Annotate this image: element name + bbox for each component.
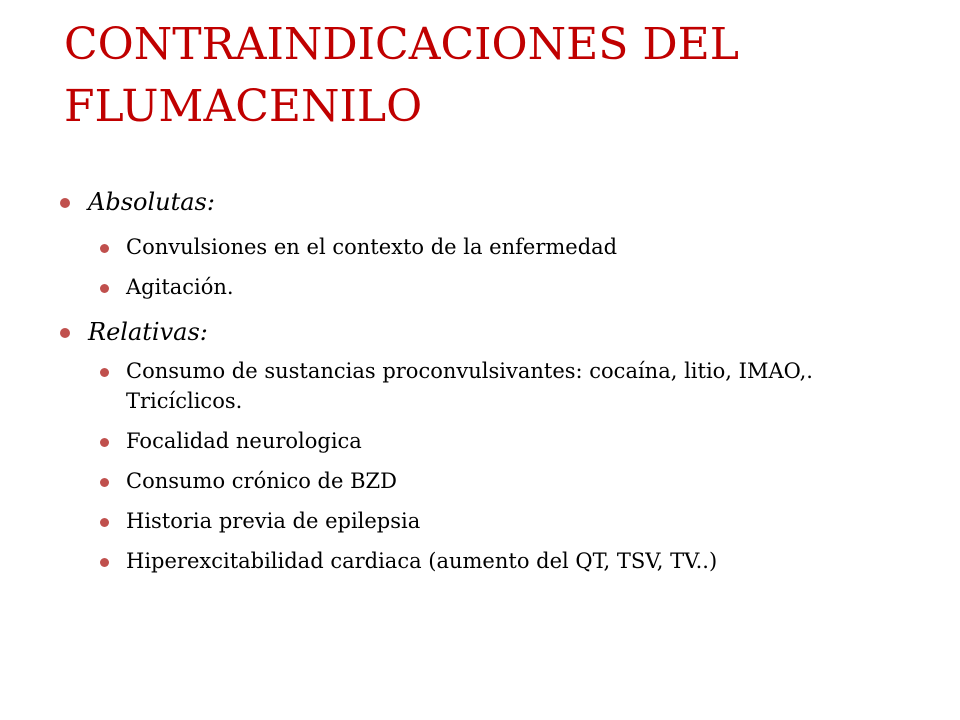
list-item-text: Consumo crónico de BZD [126, 469, 397, 493]
bullet-dot-icon [60, 328, 70, 338]
bullet-absolutas [56, 182, 916, 222]
list-item [56, 272, 916, 302]
slide-content [56, 182, 916, 576]
list-item [56, 426, 916, 456]
list-item-text: Historia previa de epilepsia [126, 509, 421, 533]
title-line-1: CONTRAINDICACIONES DEL [64, 19, 739, 70]
bullet-dot-icon [100, 518, 109, 527]
section-heading: Relativas: [88, 318, 208, 346]
title-line-2: FLUMACENILO [64, 81, 423, 132]
bullet-dot-icon [100, 244, 109, 253]
bullet-dot-icon [100, 438, 109, 447]
list-item-text: Agitación. [126, 275, 234, 299]
list-item-text: Consumo de sustancias proconvulsivantes: cocaína, litio, IMAO,. Tricíclicos. [126, 359, 813, 413]
list-item [56, 546, 916, 576]
bullet-relativas [56, 312, 916, 352]
relativas-sublist [56, 356, 916, 576]
bullet-dot-icon [100, 284, 109, 293]
list-item-text: Hiperexcitabilidad cardiaca (aumento del QT, TSV, TV..) [126, 549, 718, 573]
list-item [56, 466, 916, 496]
bullet-dot-icon [60, 198, 70, 208]
bullet-dot-icon [100, 558, 109, 567]
bullet-dot-icon [100, 368, 109, 377]
list-item-text: Focalidad neurologica [126, 429, 362, 453]
slide-title [64, 14, 924, 138]
list-item [56, 356, 916, 416]
list-item [56, 232, 916, 262]
section-heading: Absolutas: [88, 188, 215, 216]
list-item-text: Convulsiones en el contexto de la enfermedad [126, 235, 618, 259]
list-item [56, 506, 916, 536]
absolutas-sublist [56, 232, 916, 302]
bullet-dot-icon [100, 478, 109, 487]
